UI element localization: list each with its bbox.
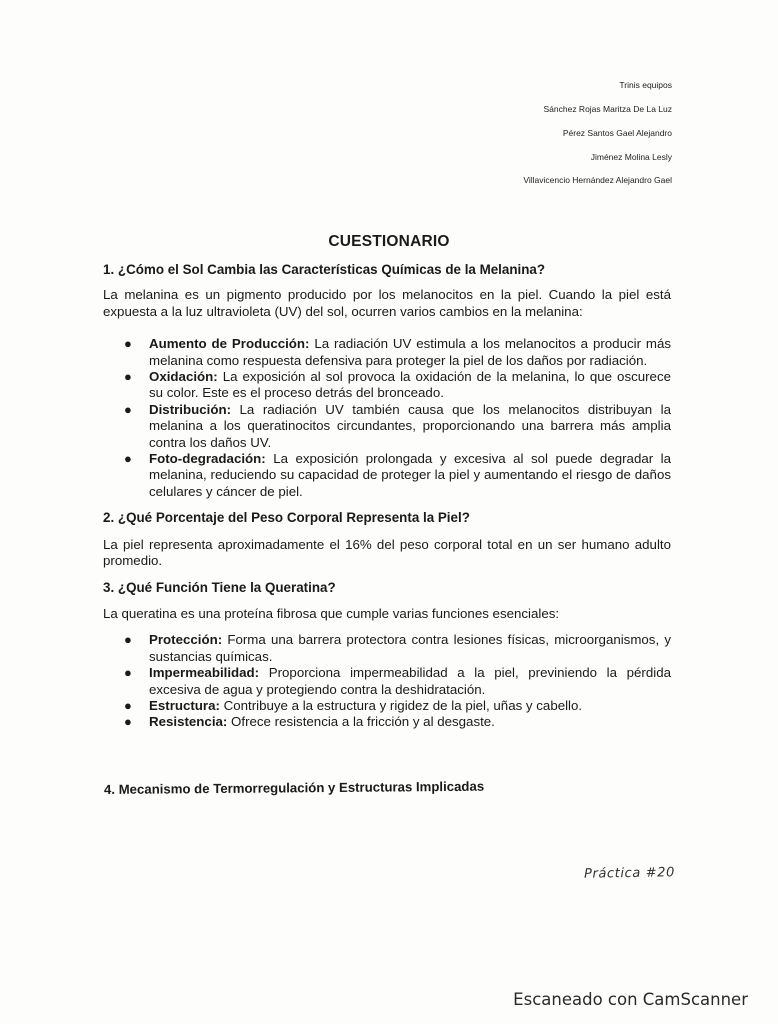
question-1-bullet-list — [103, 336, 671, 500]
team-header-cut: Trinis equipos — [619, 80, 672, 90]
bullet-term: Foto-degradación: — [149, 451, 266, 467]
bullet-term: Resistencia: — [149, 714, 228, 730]
list-item — [124, 665, 671, 698]
list-item — [124, 632, 671, 665]
question-3-heading: 3. ¿Qué Función Tiene la Queratina? — [103, 579, 336, 595]
bullet-icon: ● — [124, 714, 132, 730]
questionnaire-body — [103, 262, 671, 731]
question-3-bullet-list — [103, 632, 671, 730]
bullet-icon: ● — [124, 632, 132, 648]
bullet-text: Ofrece resistencia a la fricción y al desgaste. — [227, 714, 495, 730]
bullet-icon: ● — [124, 401, 132, 417]
camscanner-watermark: Escaneado con CamScanner — [513, 990, 748, 1009]
bullet-term: Protección: — [149, 632, 223, 648]
bullet-icon: ● — [124, 697, 132, 713]
list-item — [124, 714, 671, 730]
bullet-text: La exposición prolongada y excesiva al sol puede degradar la melanina, reduciendo su capacidad de proteger la piel y aumentando el riesgo de daños celulares y cáncer de piel. — [149, 451, 671, 499]
list-item — [124, 336, 672, 369]
bullet-term: Aumento de Producción: — [149, 336, 310, 352]
bullet-term: Estructura: — [149, 697, 220, 713]
bullet-text: Forma una barrera protectora contra lesiones físicas, microorganismos, y sustancias químicas. — [149, 632, 671, 664]
bullet-text: La radiación UV estimula a los melanocitos a producir más melanina como respuesta defensiva para proteger la piel de los daños por radiación. — [149, 336, 672, 368]
handwritten-note: Práctica #20 — [583, 865, 676, 882]
bullet-text: La radiación UV también causa que los melanocitos distribuyan la melanina a los queratinocitos circundantes, proporcionando una barrera más amplia contra los daños UV. — [149, 401, 671, 450]
list-item — [124, 697, 671, 714]
bullet-term: Impermeabilidad: — [149, 665, 260, 681]
bullet-icon: ● — [124, 336, 132, 352]
team-member-list — [523, 80, 672, 193]
question-3-intro: La queratina es una proteína fibrosa que cumple varias funciones esenciales: — [103, 605, 560, 621]
question-2-heading: 2. ¿Qué Porcentaje del Peso Corporal Representa la Piel? — [103, 510, 470, 526]
list-item — [124, 401, 671, 451]
bullet-text: Contribuye a la estructura y rigidez de la piel, uñas y cabello. — [219, 697, 583, 713]
bullet-text: La exposición al sol provoca la oxidación de la melanina, lo que oscurece su color. Este es el proceso detrás del bronceado. — [149, 369, 671, 401]
list-item — [124, 369, 671, 402]
team-member: Pérez Santos Gael Alejandro — [562, 127, 672, 138]
team-member: Jiménez Molina Lesly — [590, 151, 672, 162]
bullet-term: Oxidación: — [149, 369, 218, 385]
bullet-text: Proporciona impermeabilidad a la piel, previniendo la pérdida excesiva de agua y protegiendo contra la deshidratación. — [149, 665, 671, 697]
question-2-answer: La piel representa aproximadamente el 16% del peso corporal total en un ser humano adulto promedio. — [103, 536, 671, 569]
bullet-icon: ● — [124, 451, 132, 467]
bullet-icon: ● — [124, 369, 132, 385]
team-member: Villavicencio Hernández Alejandro Gael — [523, 175, 672, 186]
question-4-heading: 4. Mecanismo de Termorregulación y Estructuras Implicadas — [103, 778, 485, 797]
list-item — [124, 451, 671, 500]
team-member: Sánchez Rojas Maritza De La Luz — [543, 104, 672, 114]
question-1-intro: La melanina es un pigmento producido por los melanocitos en la piel. Cuando la piel está expuesta a la luz ultravioleta (UV) del sol, ocurren varios cambios en la melanina: — [103, 287, 671, 319]
bullet-icon: ● — [124, 665, 132, 681]
bullet-term: Distribución: — [149, 401, 231, 417]
document-title: CUESTIONARIO — [328, 233, 450, 250]
question-1-heading: 1. ¿Cómo el Sol Cambia las Características Químicas de la Melanina? — [103, 262, 546, 277]
